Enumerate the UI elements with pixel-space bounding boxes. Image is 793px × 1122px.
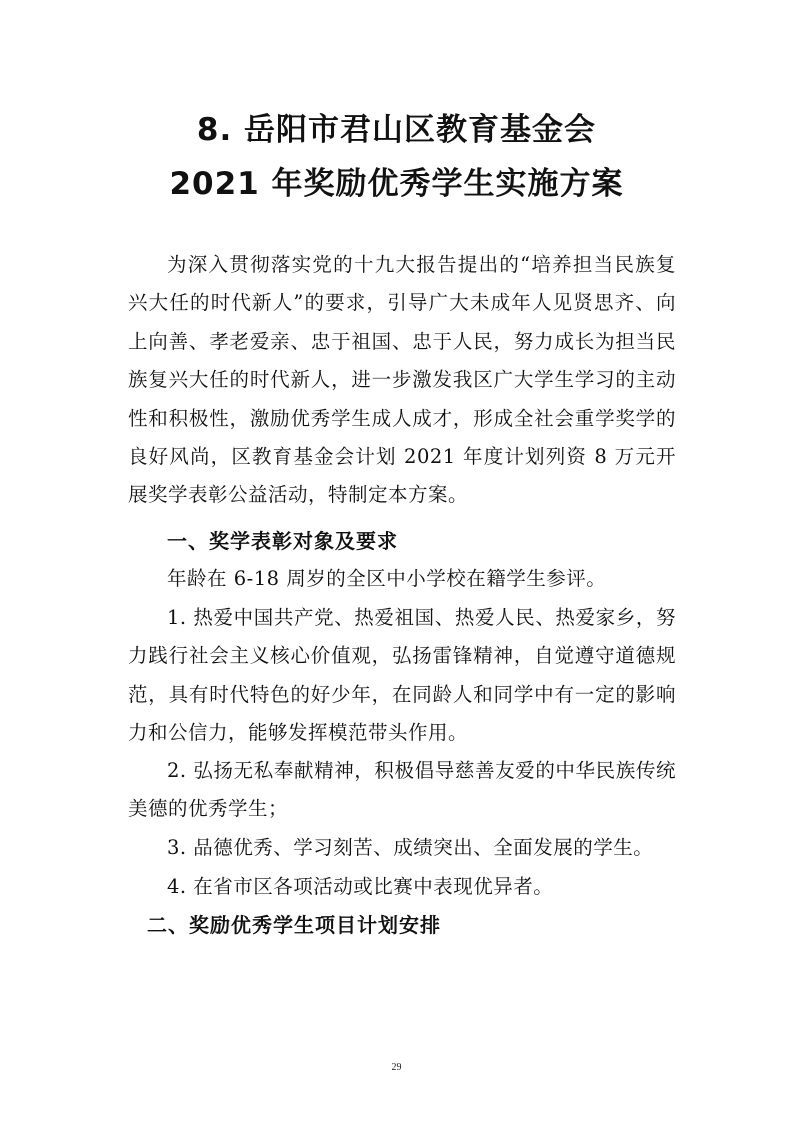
section-1-heading: 一、奖学表彰对象及要求 bbox=[167, 529, 398, 553]
document-title-line-1: 8. 岳阳市君山区教育基金会 bbox=[196, 112, 597, 148]
requirement-item-1: 1. 热爱中国共产党、热爱祖国、热爱人民、热爱家乡，努力践行社会主义核心价值观，弘扬雷锋精神，自觉遵守道德规范，具有时代特色的好少年，在同龄人和同学中有一定的影响力和公信力，能够发挥模范带头作用。 bbox=[128, 606, 676, 745]
page-number: 29 bbox=[391, 1062, 402, 1073]
requirement-item-4: 4. 在省市区各项活动或比赛中表现优异者。 bbox=[167, 875, 554, 898]
intro-paragraph: 为深入贯彻落实党的十九大报告提出的“培养担当民族复兴大任的时代新人”的要求，引导广大未成年人见贤思齐、向上向善、孝老爱亲、忠于祖国、忠于人民，努力成长为担当民族复兴大任的时代新人，进一步激发我区广大学生学习的主动性和积极性，激励优秀学生成人成才，形成全社会重学奖学的良好风尚，区教育基金会计划 2021 年度计划列资 8 万元开展奖学表彰公益活动，特制定本方案。 bbox=[128, 253, 676, 507]
requirement-item-3: 3. 品德优秀、学习刻苦、成绩突出、全面发展的学生。 bbox=[167, 836, 654, 859]
age-requirement-paragraph: 年龄在 6-18 周岁的全区中小学校在籍学生参评。 bbox=[167, 567, 607, 590]
document-title-line-2: 2021 年奖励优秀学生实施方案 bbox=[169, 166, 624, 202]
requirement-item-2: 2. 弘扬无私奉献精神，积极倡导慈善友爱的中华民族传统美德的优秀学生； bbox=[128, 759, 676, 821]
section-2-heading: 二、奖励优秀学生项目计划安排 bbox=[147, 913, 441, 937]
